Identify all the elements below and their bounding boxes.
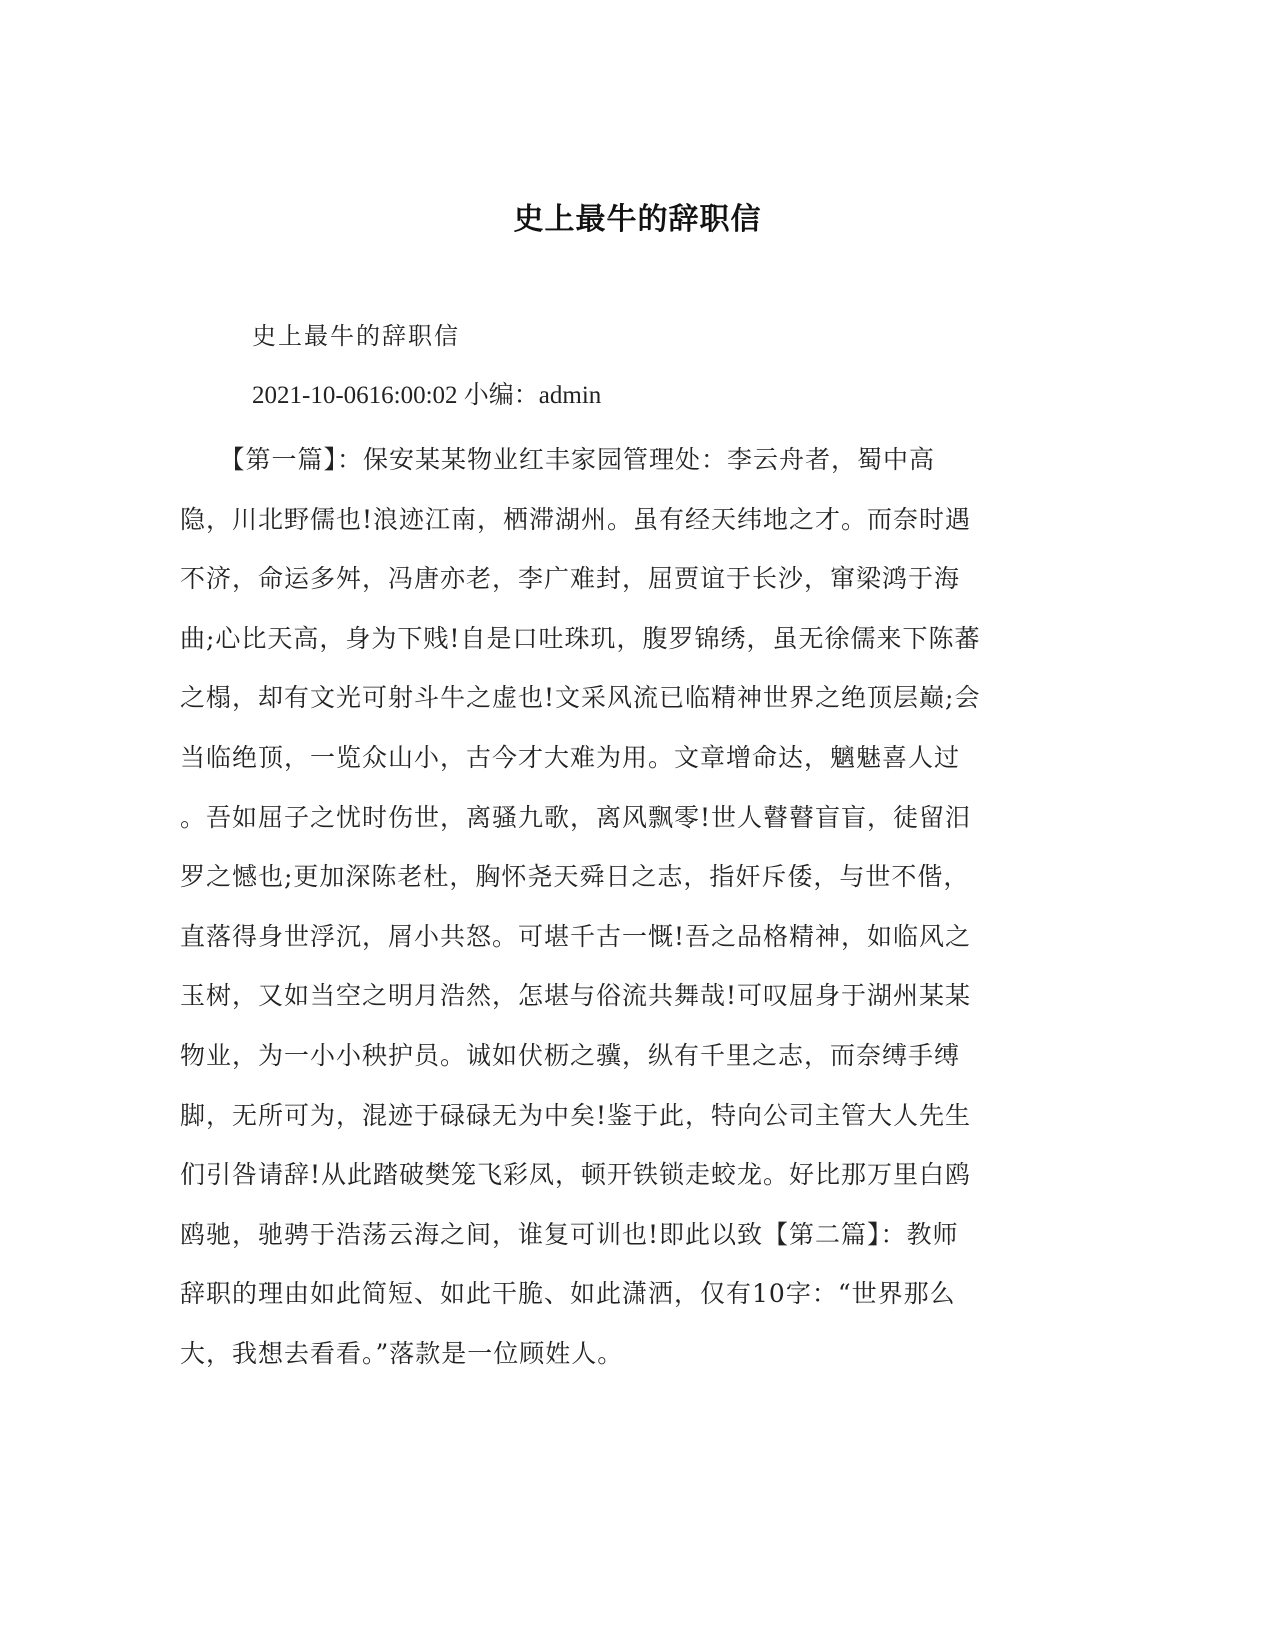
body-line: 们引咎请辞!从此踏破樊笼飞彩凤，顿开铁锁走蛟龙。好比那万里白鸥 [180,1160,972,1190]
page-title: 史上最牛的辞职信 [513,202,762,237]
body-line: 隐，川北野儒也!浪迹江南，栖滞湖州。虽有经天纬地之才。而奈时遇 [180,504,972,534]
body-line: 脚，无所可为，混迹于碌碌无为中矣!鉴于此，特向公司主管大人先生 [180,1100,972,1130]
body-line: 。吾如屈子之忧时伤世，离骚九歌，离风飘零!世人瞽瞽盲盲，徒留汨 [180,802,972,832]
body-line: 曲;心比天高，身为下贱!自是口吐珠玑，腹罗锦绣，虽无徐儒来下陈蕃 [180,623,981,653]
body-line: 直落得身世浮沉，屑小共怒。可堪千古一慨!吾之品格精神，如临风之 [180,921,972,951]
body-line: 鸥驰，驰骋于浩荡云海之间，谁复可训也!即此以致【第二篇】：教师 [180,1219,959,1249]
body-line: 当临绝顶，一览众山小，古今才大难为用。文章增命达，魑魅喜人过 [180,742,961,772]
body-line: 辞职的理由如此简短、如此干脆、如此潇洒，仅有10字：“世界那么 [180,1279,956,1309]
body-line: 玉树，又如当空之明月浩然，怎堪与俗流共舞哉!可叹屈身于湖州某某 [180,981,972,1011]
body-line: 罗之憾也;更加深陈老杜，胸怀尧天舜日之志，指奸斥倭，与世不偕， [180,862,970,892]
document-subtitle: 史上最牛的辞职信 [252,322,460,350]
document-body [180,430,1035,1384]
document-meta: 2021-10-0616:00:02 小编：admin [252,382,602,409]
body-line: 之榻，却有文光可射斗牛之虚也!文采风流已临精神世界之绝顶层巅;会 [180,683,981,713]
body-line: 物业，为一小小秧护员。诚如伏枥之骥，纵有千里之志，而奈缚手缚 [180,1040,961,1070]
body-line: 【第一篇】：保安某某物业红丰家园管理处：李云舟者，蜀中高 [180,445,936,474]
body-line: 不济，命运多舛，冯唐亦老，李广难封，屈贾谊于长沙，窜梁鸿于海 [180,564,961,594]
body-line: 大，我想去看看。”落款是一位顾姓人。 [180,1338,624,1368]
